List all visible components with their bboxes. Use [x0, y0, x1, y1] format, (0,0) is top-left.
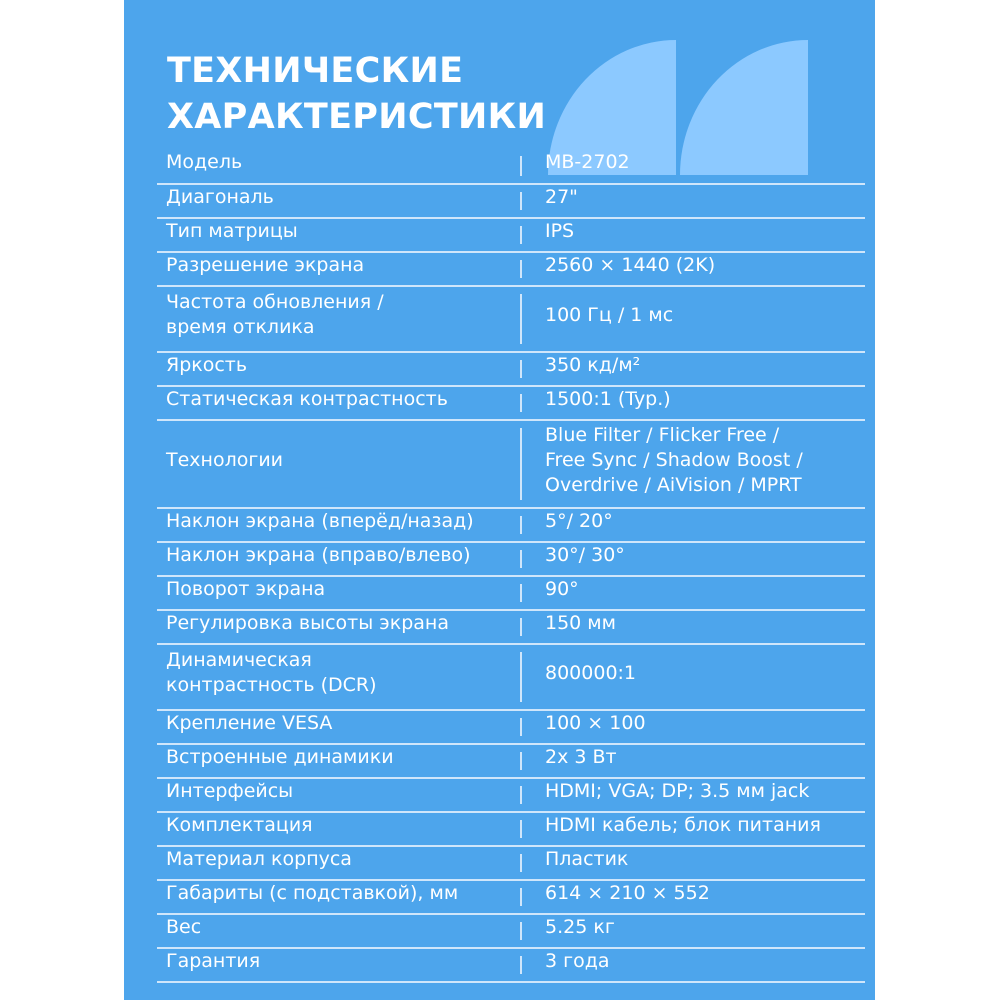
spec-label-line: Динамическая — [166, 649, 312, 671]
spec-value — [545, 185, 578, 210]
column-divider — [520, 752, 522, 770]
row-separator — [157, 351, 865, 353]
spec-value-line: 614 × 210 × 552 — [545, 881, 710, 904]
spec-label — [166, 745, 394, 770]
spec-label — [166, 711, 332, 736]
spec-label-line: Разрешение экрана — [166, 253, 365, 276]
spec-value — [545, 847, 628, 872]
spec-label-line: Тип матрицы — [166, 219, 298, 242]
spec-value-line: 3 года — [545, 949, 610, 972]
spec-label-line: Наклон экрана (вперёд/назад) — [166, 509, 474, 532]
row-separator — [157, 285, 865, 287]
spec-label-line: время отклика — [166, 316, 315, 338]
column-divider — [520, 820, 522, 838]
spec-label — [166, 779, 293, 804]
spec-label-line: Встроенные динамики — [166, 745, 394, 768]
spec-label — [166, 949, 260, 974]
spec-value-line: Free Sync / Shadow Boost / — [545, 448, 803, 471]
spec-label — [166, 611, 449, 636]
spec-value-line: 90° — [545, 577, 579, 600]
column-divider — [520, 922, 522, 940]
spec-value-line: Пластик — [545, 847, 629, 870]
spec-label-line: Технологии — [166, 448, 284, 471]
spec-label-line: Наклон экрана (вправо/влево) — [166, 543, 471, 566]
spec-label-line: контрастность (DCR) — [166, 674, 377, 696]
spec-label-line: Вес — [166, 915, 202, 938]
spec-value — [545, 779, 809, 804]
spec-value — [545, 543, 625, 568]
spec-value-line: 100 Гц / 1 мс — [545, 303, 674, 326]
spec-value — [545, 219, 574, 244]
spec-label — [166, 881, 458, 906]
spec-label-line: Крепление VESA — [166, 711, 333, 734]
column-divider — [520, 956, 522, 974]
column-divider — [520, 786, 522, 804]
spec-value — [545, 303, 673, 328]
spec-value — [545, 150, 630, 175]
spec-value — [545, 813, 821, 838]
spec-label-line: Частота обновления / — [166, 291, 384, 313]
spec-value — [545, 577, 579, 602]
spec-value-line: IPS — [545, 219, 575, 242]
spec-value-line: Overdrive / AiVision / MPRT — [545, 473, 802, 496]
spec-value — [545, 423, 803, 498]
spec-label-line: Регулировка высоты экрана — [166, 611, 449, 634]
spec-value-line: 27" — [545, 185, 578, 208]
spec-label — [166, 543, 471, 568]
spec-label — [166, 387, 448, 412]
column-divider — [520, 854, 522, 872]
spec-value — [545, 711, 646, 736]
spec-label — [166, 150, 242, 175]
column-divider — [520, 652, 522, 702]
spec-label — [166, 290, 384, 340]
spec-label-line: Материал корпуса — [166, 847, 352, 870]
column-divider — [520, 428, 522, 500]
column-divider — [520, 192, 522, 210]
column-divider — [520, 294, 522, 344]
spec-label — [166, 219, 298, 244]
spec-label-line: Поворот экрана — [166, 577, 326, 600]
spec-value-line: HDMI; VGA; DP; 3.5 мм jack — [545, 779, 810, 802]
spec-label-line: Диагональ — [166, 185, 274, 208]
spec-label-line: Габариты (с подставкой), мм — [166, 881, 459, 904]
spec-value — [545, 881, 710, 906]
spec-value-line: 5.25 кг — [545, 915, 615, 938]
specs-panel — [124, 0, 875, 1000]
spec-label — [166, 253, 364, 278]
spec-label-line: Статическая контрастность — [166, 387, 448, 410]
title-line-2: ХАРАКТЕРИСТИКИ — [167, 97, 547, 137]
row-separator — [157, 643, 865, 645]
spec-label — [166, 915, 201, 940]
spec-value-line: 2560 × 1440 (2K) — [545, 253, 716, 276]
spec-label-line: Комплектация — [166, 813, 313, 836]
spec-value — [545, 509, 613, 534]
spec-value-line: 100 × 100 — [545, 711, 646, 734]
spec-label-line: Интерфейсы — [166, 779, 294, 802]
spec-value-line: 150 мм — [545, 611, 616, 634]
spec-value — [545, 353, 640, 378]
spec-label — [166, 577, 325, 602]
row-separator — [157, 947, 865, 949]
spec-label-line: Яркость — [166, 353, 248, 376]
page-title — [167, 48, 546, 140]
spec-value-line: 350 кд/м² — [545, 353, 641, 376]
spec-value-line: Blue Filter / Flicker Free / — [545, 423, 780, 446]
column-divider — [520, 584, 522, 602]
column-divider — [520, 360, 522, 378]
spec-label — [166, 448, 283, 473]
column-divider — [520, 888, 522, 906]
spec-value — [545, 949, 610, 974]
spec-value-line: 2x 3 Вт — [545, 745, 617, 768]
spec-label — [166, 648, 377, 698]
spec-label — [166, 185, 274, 210]
row-separator — [157, 981, 865, 983]
spec-value — [545, 253, 715, 278]
spec-value-line: 1500:1 (Typ.) — [545, 387, 671, 410]
spec-label — [166, 813, 313, 838]
spec-label-line: Гарантия — [166, 949, 261, 972]
spec-label — [166, 847, 352, 872]
spec-label — [166, 509, 474, 534]
spec-value-line: 30°/ 30° — [545, 543, 625, 566]
quote-mark-right — [680, 40, 808, 175]
title-line-1: ТЕХНИЧЕСКИЕ — [167, 51, 464, 91]
column-divider — [520, 618, 522, 636]
column-divider — [520, 718, 522, 736]
spec-value — [545, 387, 671, 412]
column-divider — [520, 226, 522, 244]
column-divider — [520, 516, 522, 534]
spec-value — [545, 611, 616, 636]
row-separator — [157, 419, 865, 421]
spec-value-line: 5°/ 20° — [545, 509, 613, 532]
spec-label-line: Модель — [166, 150, 243, 173]
spec-label — [166, 353, 247, 378]
column-divider — [520, 260, 522, 278]
column-divider — [520, 394, 522, 412]
spec-value — [545, 745, 617, 770]
spec-value-line: 800000:1 — [545, 661, 637, 684]
column-divider — [520, 550, 522, 568]
spec-value — [545, 915, 615, 940]
column-divider — [520, 156, 522, 176]
spec-value — [545, 661, 636, 686]
spec-value-line: MB-2702 — [545, 150, 630, 173]
spec-value-line: HDMI кабель; блок питания — [545, 813, 821, 836]
row-separator — [157, 913, 865, 915]
